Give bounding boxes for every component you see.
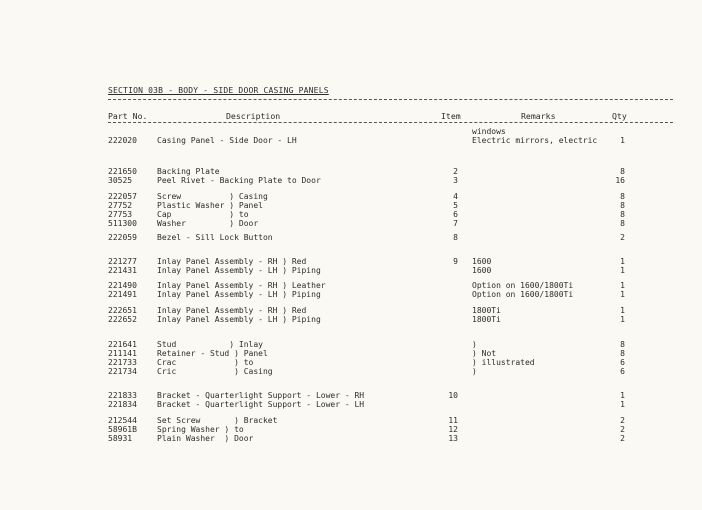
part-number: 221833 <box>108 391 137 400</box>
part-group <box>0 281 702 299</box>
part-group <box>0 127 702 145</box>
item-number: 13 <box>448 434 458 443</box>
part-number: 222059 <box>108 233 137 242</box>
quantity: 6 <box>620 367 625 376</box>
description: Bracket - Quarterlight Support - Lower - RH <box>157 391 365 400</box>
part-number: 511300 <box>108 219 137 228</box>
quantity: 16 <box>615 176 625 185</box>
header-item: Item <box>441 111 461 121</box>
description: Backing Plate <box>157 167 220 176</box>
remarks: 1600 <box>472 257 492 266</box>
remarks: Option on 1600/1800Ti <box>472 281 574 290</box>
table-row <box>0 290 702 299</box>
item-number: 2 <box>453 167 458 176</box>
remarks: Electric mirrors, electric <box>472 136 598 145</box>
item-number: 3 <box>453 176 458 185</box>
item-number: 6 <box>453 210 458 219</box>
table-row <box>0 281 702 290</box>
part-number: 221490 <box>108 281 137 290</box>
description: Casing Panel - Side Door - LH <box>157 136 297 145</box>
quantity: 1 <box>620 257 625 266</box>
description: Crac ) to <box>157 358 254 367</box>
table-row <box>0 416 702 425</box>
quantity: 2 <box>620 434 625 443</box>
table-row <box>0 400 702 409</box>
quantity: 8 <box>620 192 625 201</box>
remarks: Option on 1600/1800Ti <box>472 290 574 299</box>
description: Retainer - Stud ) Panel <box>157 349 268 358</box>
table-row <box>0 306 702 315</box>
item-number: 9 <box>453 257 458 266</box>
description: Cric ) Casing <box>157 367 273 376</box>
table-row <box>0 219 702 228</box>
part-number: 222652 <box>108 315 137 324</box>
description: Plain Washer ) Door <box>157 434 254 443</box>
description: Spring Washer ) to <box>157 425 244 434</box>
table-row <box>0 176 702 185</box>
item-number: 11 <box>448 416 458 425</box>
remarks: 1600 <box>472 266 492 275</box>
header-part-no: Part No. <box>108 111 148 121</box>
quantity: 8 <box>620 349 625 358</box>
part-number: 30525 <box>108 176 133 185</box>
part-number: 58961B <box>108 425 137 434</box>
part-number: 221734 <box>108 367 137 376</box>
description: Inlay Panel Assembly - LH ) Piping <box>157 266 321 275</box>
table-row <box>0 315 702 324</box>
table-row <box>0 127 702 136</box>
item-number: 8 <box>453 233 458 242</box>
remarks: ) illustrated <box>472 358 535 367</box>
part-number: 222057 <box>108 192 137 201</box>
table-row <box>0 167 702 176</box>
quantity: 8 <box>620 167 625 176</box>
quantity: 2 <box>620 416 625 425</box>
part-number: 211141 <box>108 349 137 358</box>
description: Inlay Panel Assembly - LH ) Piping <box>157 315 321 324</box>
description: Bezel - Sill Lock Button <box>157 233 273 242</box>
table-row <box>0 434 702 443</box>
table-row <box>0 210 702 219</box>
item-number: 7 <box>453 219 458 228</box>
part-group <box>0 167 702 185</box>
remarks: 1800Ti <box>472 306 501 315</box>
description: Plastic Washer ) Panel <box>157 201 263 210</box>
quantity: 1 <box>620 281 625 290</box>
table-row <box>0 136 702 145</box>
quantity: 8 <box>620 201 625 210</box>
part-group <box>0 233 702 242</box>
table-row <box>0 391 702 400</box>
description: Inlay Panel Assembly - RH ) Red <box>157 257 307 266</box>
quantity: 1 <box>620 306 625 315</box>
quantity: 1 <box>620 136 625 145</box>
part-group <box>0 257 702 275</box>
quantity: 8 <box>620 210 625 219</box>
part-number: 58931 <box>108 434 133 443</box>
part-number: 222651 <box>108 306 137 315</box>
header-description: Description <box>226 111 281 121</box>
quantity: 2 <box>620 233 625 242</box>
section-title: SECTION 03B - BODY - SIDE DOOR CASING PANELS <box>108 86 329 95</box>
header-remarks: Remarks <box>521 111 556 121</box>
table-row <box>0 349 702 358</box>
part-number: 221641 <box>108 340 137 349</box>
part-number: 221277 <box>108 257 137 266</box>
quantity: 1 <box>620 400 625 409</box>
quantity: 2 <box>620 425 625 434</box>
remarks: 1800Ti <box>472 315 501 324</box>
description: Peel Rivet - Backing Plate to Door <box>157 176 321 185</box>
part-group <box>0 192 702 228</box>
item-number: 10 <box>448 391 458 400</box>
table-row <box>0 257 702 266</box>
quantity: 1 <box>620 266 625 275</box>
table-row <box>0 266 702 275</box>
part-number: 27753 <box>108 210 133 219</box>
part-group <box>0 306 702 324</box>
table-row <box>0 358 702 367</box>
header-divider-top <box>108 99 673 100</box>
part-group <box>0 391 702 409</box>
quantity: 6 <box>620 358 625 367</box>
description: Set Screw ) Bracket <box>157 416 278 425</box>
description: Screw ) Casing <box>157 192 268 201</box>
part-group <box>0 416 702 443</box>
remarks: ) <box>472 367 477 376</box>
part-number: 221431 <box>108 266 137 275</box>
description: Inlay Panel Assembly - LH ) Piping <box>157 290 321 299</box>
description: Bracket - Quarterlight Support - Lower - LH <box>157 400 365 409</box>
remarks: ) Not <box>472 349 497 358</box>
item-number: 4 <box>453 192 458 201</box>
table-row <box>0 425 702 434</box>
part-number: 27752 <box>108 201 133 210</box>
description: Washer ) Door <box>157 219 259 228</box>
part-number: 222020 <box>108 136 137 145</box>
description: Cap ) to <box>157 210 249 219</box>
table-row <box>0 340 702 349</box>
table-row <box>0 233 702 242</box>
description: Inlay Panel Assembly - RH ) Leather <box>157 281 326 290</box>
part-group <box>0 340 702 376</box>
quantity: 8 <box>620 219 625 228</box>
quantity: 8 <box>620 340 625 349</box>
remarks: windows <box>472 127 506 136</box>
description: Stud ) Inlay <box>157 340 263 349</box>
part-number: 221491 <box>108 290 137 299</box>
quantity: 1 <box>620 391 625 400</box>
header-qty: Qty <box>612 111 627 121</box>
header-divider-bottom <box>108 122 673 123</box>
item-number: 5 <box>453 201 458 210</box>
remarks: ) <box>472 340 477 349</box>
part-number: 221650 <box>108 167 137 176</box>
description: Inlay Panel Assembly - RH ) Red <box>157 306 307 315</box>
table-row <box>0 192 702 201</box>
part-number: 221834 <box>108 400 137 409</box>
table-row <box>0 367 702 376</box>
quantity: 1 <box>620 315 625 324</box>
quantity: 1 <box>620 290 625 299</box>
item-number: 12 <box>448 425 458 434</box>
part-number: 212544 <box>108 416 137 425</box>
table-row <box>0 201 702 210</box>
part-number: 221733 <box>108 358 137 367</box>
